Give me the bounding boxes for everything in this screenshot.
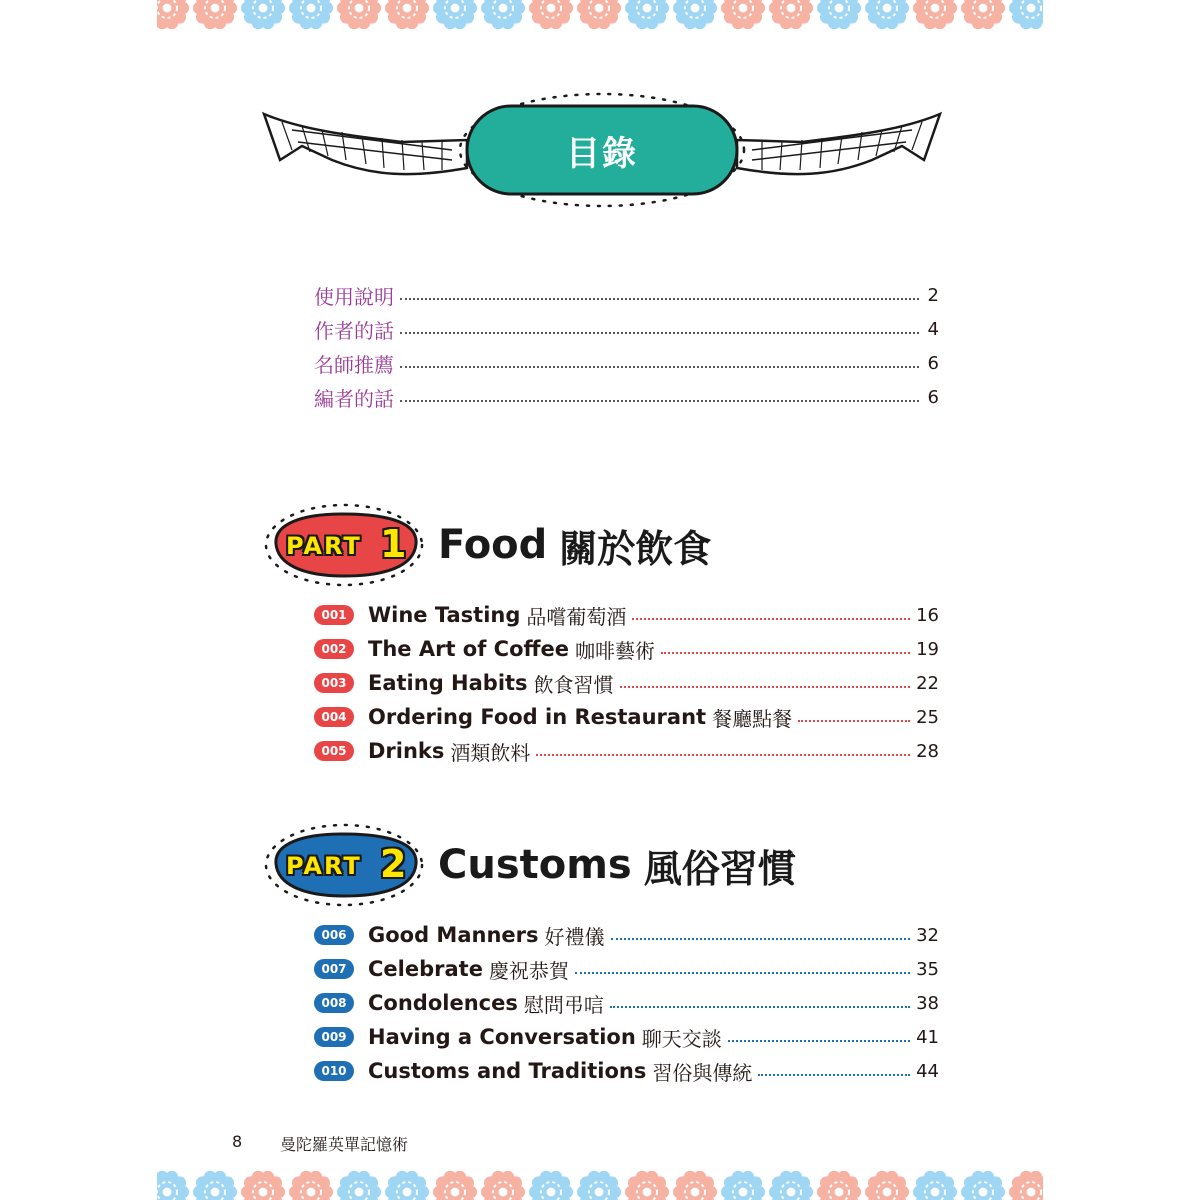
chapter-number-badge: 007 — [314, 959, 354, 979]
chapter-page-number: 32 — [916, 924, 939, 946]
part-title-zh: 風俗習慣 — [643, 846, 796, 891]
chapter-title-en: Condolences — [368, 991, 518, 1015]
chapter-title-zh: 酒類飲料 — [450, 740, 531, 765]
chapter-row[interactable] — [314, 600, 939, 630]
flower-icon — [241, 0, 285, 29]
page-footer — [0, 1130, 1200, 1154]
chapter-title-en: Ordering Food in Restaurant — [368, 705, 707, 729]
chapter-title-en: Customs and Traditions — [368, 1059, 647, 1083]
chapter-title-en: Good Manners — [368, 923, 539, 947]
flower-icon — [481, 1171, 525, 1200]
chapter-title-zh: 飲食習慣 — [533, 672, 614, 697]
chapter-row[interactable] — [314, 736, 939, 766]
chapter-number-badge: 005 — [314, 741, 354, 761]
dotted-leader — [575, 972, 910, 974]
chapter-row[interactable] — [314, 1056, 939, 1086]
flower-icon — [385, 0, 429, 29]
flower-pattern-icon — [157, 1160, 1043, 1200]
flower-icon — [865, 0, 909, 29]
chapter-title-zh: 餐廳點餐 — [712, 706, 793, 731]
flower-icon — [193, 0, 237, 29]
flower-icon — [193, 1171, 237, 1200]
dotted-leader — [728, 1040, 910, 1042]
dotted-leader — [400, 400, 919, 402]
chapter-page-number: 16 — [916, 604, 939, 626]
flower-icon — [1009, 0, 1043, 29]
dotted-leader — [400, 332, 919, 334]
flower-icon — [337, 1171, 381, 1200]
chapter-number-badge: 001 — [314, 605, 354, 625]
chapter-title-zh: 好禮儀 — [544, 924, 605, 949]
chapter-page-number: 44 — [916, 1060, 939, 1082]
flower-icon — [817, 1171, 861, 1200]
part-label: PART — [286, 532, 362, 560]
dotted-leader — [610, 1006, 910, 1008]
flower-icon — [817, 0, 861, 29]
toc-label: 作者的話 — [314, 318, 394, 343]
dotted-leader — [620, 686, 911, 688]
flower-icon — [157, 0, 189, 29]
chapter-title-en: The Art of Coffee — [368, 637, 569, 661]
footer-page-number: 8 — [232, 1132, 243, 1151]
flower-icon — [241, 1171, 285, 1200]
dotted-leader — [400, 298, 919, 300]
dotted-leader — [536, 754, 910, 756]
flower-icon — [625, 0, 669, 29]
top-flower-border — [157, 0, 1043, 40]
flower-icon — [625, 1171, 669, 1200]
dotted-leader — [661, 652, 910, 654]
footer-book-title: 曼陀羅英單記憶術 — [280, 1135, 409, 1154]
toc-row[interactable] — [314, 348, 939, 378]
flower-icon — [673, 1171, 717, 1200]
title-banner — [262, 80, 942, 220]
chapter-page-number: 41 — [916, 1026, 939, 1048]
chapter-page-number: 22 — [916, 672, 939, 694]
dotted-leader — [632, 618, 910, 620]
toc-row[interactable] — [314, 314, 939, 344]
chapter-number-badge: 010 — [314, 1061, 354, 1081]
toc-label: 編者的話 — [314, 386, 394, 411]
part-1-header — [262, 500, 962, 590]
chapter-row[interactable] — [314, 1022, 939, 1052]
part-label: PART — [286, 852, 362, 880]
chapter-number-badge: 003 — [314, 673, 354, 693]
chapter-title-en: Wine Tasting — [368, 603, 521, 627]
part-title-en: Customs — [438, 842, 632, 888]
chapter-page-number: 35 — [916, 958, 939, 980]
chapter-page-number: 28 — [916, 740, 939, 762]
chapter-title-zh: 品嚐葡萄酒 — [526, 604, 627, 629]
toc-page-number: 6 — [927, 352, 939, 374]
flower-icon — [721, 1171, 765, 1200]
flower-icon — [529, 1171, 573, 1200]
toc-page-number: 4 — [927, 318, 939, 340]
flower-icon — [157, 1171, 189, 1200]
part-title-en: Food — [438, 522, 548, 568]
toc-row[interactable] — [314, 280, 939, 310]
chapter-page-number: 19 — [916, 638, 939, 660]
flower-icon — [385, 1171, 429, 1200]
flower-pattern-icon — [157, 0, 1043, 40]
flower-icon — [865, 1171, 909, 1200]
flower-icon — [961, 1171, 1005, 1200]
flower-icon — [769, 0, 813, 29]
chapter-title-zh: 咖啡藝術 — [575, 638, 655, 663]
flower-icon — [433, 0, 477, 29]
chapter-page-number: 25 — [916, 706, 939, 728]
chapter-row[interactable] — [314, 702, 939, 732]
chapter-page-number: 38 — [916, 992, 939, 1014]
dotted-leader — [758, 1074, 910, 1076]
flower-icon — [673, 0, 717, 29]
dotted-leader — [611, 938, 911, 940]
flower-icon — [481, 0, 525, 29]
flower-icon — [289, 1171, 333, 1200]
flower-icon — [913, 1171, 957, 1200]
flower-icon — [721, 0, 765, 29]
flower-icon — [433, 1171, 477, 1200]
chapter-title-zh: 聊天交談 — [641, 1026, 722, 1051]
flower-icon — [289, 0, 333, 29]
part-2-header — [262, 820, 962, 910]
part-title-zh: 關於飲食 — [559, 526, 712, 571]
chapter-title-en: Eating Habits — [368, 671, 528, 695]
bottom-flower-border — [157, 1160, 1043, 1200]
chapter-title-zh: 慰問弔唁 — [523, 992, 604, 1017]
chapter-number-badge: 004 — [314, 707, 354, 727]
chapter-number-badge: 008 — [314, 993, 354, 1013]
flower-icon — [529, 0, 573, 29]
toc-page-number: 6 — [927, 386, 939, 408]
chapter-title-en: Celebrate — [368, 957, 483, 981]
toc-row[interactable] — [314, 382, 939, 412]
chapter-number-badge: 002 — [314, 639, 354, 659]
chapter-row[interactable] — [314, 634, 939, 664]
flower-icon — [577, 1171, 621, 1200]
chapter-title-en: Drinks — [368, 739, 445, 763]
part-title — [438, 520, 711, 570]
chapter-row[interactable] — [314, 954, 939, 984]
flower-icon — [1009, 1171, 1043, 1200]
chapter-row[interactable] — [314, 668, 939, 698]
chapter-number-badge: 009 — [314, 1027, 354, 1047]
chapter-title-zh: 習俗與傳統 — [652, 1060, 753, 1085]
toc-label: 名師推薦 — [314, 352, 394, 377]
flower-icon — [913, 0, 957, 29]
toc-label: 使用說明 — [314, 284, 394, 309]
chapter-number-badge: 006 — [314, 925, 354, 945]
flower-icon — [769, 1171, 813, 1200]
toc-title: 目錄 — [566, 133, 638, 174]
dotted-leader — [400, 366, 919, 368]
dotted-leader — [798, 720, 910, 722]
flower-icon — [577, 0, 621, 29]
part-number: 1 — [380, 522, 407, 566]
chapter-title-zh: 慶祝恭賀 — [488, 958, 569, 983]
toc-page-number: 2 — [927, 284, 939, 306]
chapter-title-en: Having a Conversation — [368, 1025, 636, 1049]
chapter-row[interactable] — [314, 920, 939, 950]
flower-icon — [961, 0, 1005, 29]
part-number: 2 — [380, 842, 407, 886]
chapter-row[interactable] — [314, 988, 939, 1018]
part-title — [438, 840, 796, 890]
flower-icon — [337, 0, 381, 29]
